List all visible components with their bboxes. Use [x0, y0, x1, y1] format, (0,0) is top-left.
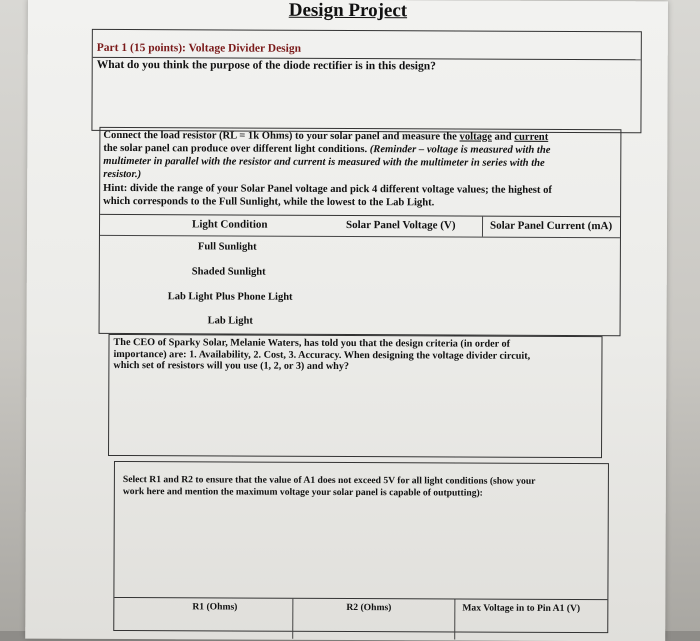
- header-light-condition: Light Condition: [191, 218, 268, 231]
- row-lab-phone-light: Lab Light Plus Phone Light: [167, 291, 293, 303]
- ceo-line-1: The CEO of Sparky Solar, Melanie Waters, has told you that the design criteria (in order of: [113, 336, 511, 350]
- diode-question-box: [91, 29, 641, 133]
- header-voltage: Solar Panel Voltage (V): [345, 218, 456, 232]
- column-divider: [292, 599, 293, 639]
- instruction-text: the solar panel can produce over different light conditions.: [103, 142, 370, 156]
- ceo-line-3: which set of resistors will you use (1, 2, or 3) and why?: [113, 359, 350, 373]
- instruction-line-2: [103, 143, 550, 157]
- row-full-sunlight: Full Sunlight: [197, 241, 257, 253]
- and-word: and: [491, 131, 515, 143]
- column-divider: [482, 217, 483, 237]
- header-divider: [100, 235, 620, 238]
- row-shaded-sunlight: Shaded Sunlight: [191, 266, 266, 278]
- voltage-word: voltage: [459, 131, 492, 143]
- resistor-line-1: Select R1 and R2 to ensure that the value of A1 does not exceed 5V for all light conditions (show your: [122, 474, 536, 487]
- current-word: current: [514, 131, 549, 143]
- instruction-line-1: [103, 130, 548, 144]
- resistor-question: [123, 474, 536, 499]
- part-label: Part 1 (15 points): Voltage Divider Design: [96, 41, 302, 55]
- ceo-question: [113, 337, 530, 373]
- resistor-selection-box: [113, 461, 609, 633]
- document-page: [25, 0, 668, 641]
- hint-line-1: Hint: divide the range of your Solar Panel voltage and pick 4 different voltage values; the highest of: [103, 182, 552, 196]
- reminder-text: (Reminder – voltage is measured with the: [369, 144, 551, 156]
- instruction-line-3: multimeter in parallel with the resistor and current is measured with the multimeter in series with the: [103, 155, 545, 169]
- hint-line-2: which corresponds to the Full Sunlight, while the lowest to the Lab Light.: [103, 195, 435, 209]
- header-max-voltage: Max Voltage in to Pin A1 (V): [462, 602, 581, 615]
- ceo-line-2: importance) are: 1. Availability, 2. Cost, 3. Accuracy. When designing the voltage divider circuit,: [113, 348, 531, 362]
- ceo-question-box: [108, 334, 603, 458]
- column-divider: [454, 599, 455, 639]
- diode-question: What do you think the purpose of the diode rectifier is in this design?: [96, 58, 436, 73]
- header-r2: R2 (Ohms): [346, 601, 392, 614]
- resistor-table: [114, 597, 607, 640]
- header-r1: R1 (Ohms): [192, 601, 238, 613]
- instruction-line-4: resistor.): [103, 168, 142, 181]
- measurement-box: [99, 127, 622, 336]
- instruction-text: Connect the load resistor (RL = 1k Ohms) to your solar panel and measure the: [103, 129, 460, 143]
- row-lab-light: Lab Light: [207, 315, 253, 327]
- page-title: Design Project: [288, 0, 408, 22]
- resistor-line-2: work here and mention the maximum voltage your solar panel is capable of outputting):: [122, 485, 483, 499]
- measurement-table: [100, 214, 621, 332]
- header-current: Solar Panel Current (mA): [489, 219, 613, 233]
